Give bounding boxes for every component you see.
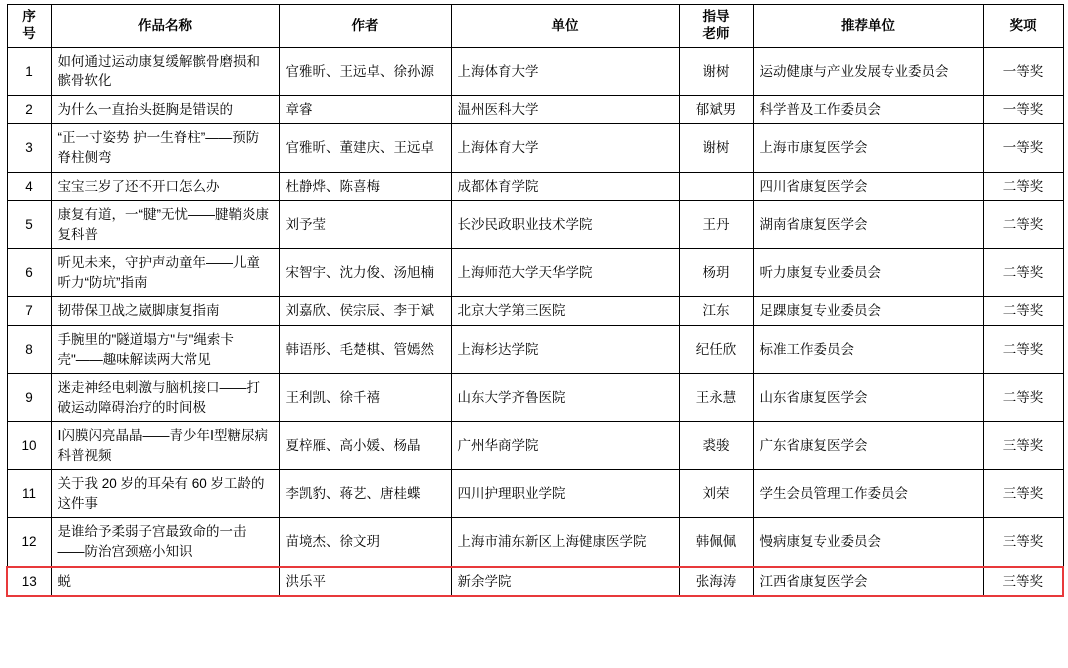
cell-index: 2	[7, 95, 51, 124]
cell-recommend: 江西省康复医学会	[753, 567, 983, 597]
cell-prize: 二等奖	[983, 374, 1063, 422]
cell-unit: 上海杉达学院	[451, 325, 679, 373]
cell-recommend: 科学普及工作委员会	[753, 95, 983, 124]
cell-title: 听见未来，守护声动童年——儿童听力“防坑”指南	[51, 249, 279, 297]
cell-title: 关于我 20 岁的耳朵有 60 岁工龄的这件事	[51, 470, 279, 518]
cell-author: 杜静烨、陈喜梅	[279, 172, 451, 201]
table-row	[7, 470, 1063, 518]
cell-teacher: 江东	[679, 297, 753, 326]
cell-title: “正一寸姿势 护一生脊柱”——预防脊柱侧弯	[51, 124, 279, 172]
column-header-index-line1: 序	[22, 9, 36, 24]
cell-author: 章睿	[279, 95, 451, 124]
cell-author: 韩语彤、毛楚棋、管嫣然	[279, 325, 451, 373]
cell-unit: 上海体育大学	[451, 124, 679, 172]
column-header-recommend: 推荐单位	[753, 5, 983, 48]
column-header-teacher-line2: 老师	[702, 25, 730, 41]
cell-index: 3	[7, 124, 51, 172]
cell-recommend: 广东省康复医学会	[753, 422, 983, 470]
cell-title: 蜕	[51, 567, 279, 597]
cell-recommend: 上海市康复医学会	[753, 124, 983, 172]
table-row	[7, 518, 1063, 567]
cell-teacher: 谢树	[679, 47, 753, 95]
cell-unit: 成都体育学院	[451, 172, 679, 201]
cell-prize: 三等奖	[983, 518, 1063, 567]
cell-title: Ⅰ闪膜闪亮晶晶——青少年Ⅰ型糖尿病科普视频	[51, 422, 279, 470]
cell-index: 11	[7, 470, 51, 518]
table-row	[7, 201, 1063, 249]
cell-title: 迷走神经电刺激与脑机接口——打破运动障碍治疗的时间极	[51, 374, 279, 422]
cell-recommend: 运动健康与产业发展专业委员会	[753, 47, 983, 95]
cell-unit: 北京大学第三医院	[451, 297, 679, 326]
cell-unit: 温州医科大学	[451, 95, 679, 124]
cell-title: 宝宝三岁了还不开口怎么办	[51, 172, 279, 201]
cell-author: 王利凯、徐千禧	[279, 374, 451, 422]
cell-unit: 长沙民政职业技术学院	[451, 201, 679, 249]
cell-author: 官雅昕、王远卓、徐孙源	[279, 47, 451, 95]
table-row	[7, 325, 1063, 373]
column-header-index-line2: 号	[22, 25, 36, 41]
cell-teacher: 王丹	[679, 201, 753, 249]
cell-author: 宋智宇、沈力俊、汤旭楠	[279, 249, 451, 297]
cell-prize: 三等奖	[983, 470, 1063, 518]
table-row	[7, 124, 1063, 172]
cell-unit: 四川护理职业学院	[451, 470, 679, 518]
table-row	[7, 567, 1063, 597]
cell-prize: 二等奖	[983, 249, 1063, 297]
cell-author: 官雅昕、董建庆、王远卓	[279, 124, 451, 172]
table-row	[7, 422, 1063, 470]
cell-unit: 新余学院	[451, 567, 679, 597]
cell-unit: 上海体育大学	[451, 47, 679, 95]
cell-unit: 上海师范大学天华学院	[451, 249, 679, 297]
cell-teacher: 杨玥	[679, 249, 753, 297]
cell-teacher: 王永慧	[679, 374, 753, 422]
cell-unit: 上海市浦东新区上海健康医学院	[451, 518, 679, 567]
award-list-table	[6, 4, 1064, 597]
table-row	[7, 47, 1063, 95]
cell-recommend: 慢病康复专业委员会	[753, 518, 983, 567]
column-header-author: 作者	[279, 5, 451, 48]
cell-teacher: 纪任欣	[679, 325, 753, 373]
column-header-unit: 单位	[451, 5, 679, 48]
cell-title: 如何通过运动康复缓解髌骨磨损和髌骨软化	[51, 47, 279, 95]
cell-prize: 三等奖	[983, 422, 1063, 470]
cell-prize: 一等奖	[983, 95, 1063, 124]
cell-prize: 一等奖	[983, 47, 1063, 95]
cell-author: 苗境杰、徐文玥	[279, 518, 451, 567]
column-header-teacher-line1: 指导	[702, 9, 730, 24]
cell-author: 李凯豹、蒋艺、唐桂蝶	[279, 470, 451, 518]
cell-index: 1	[7, 47, 51, 95]
cell-recommend: 足踝康复专业委员会	[753, 297, 983, 326]
cell-unit: 广州华商学院	[451, 422, 679, 470]
cell-prize: 二等奖	[983, 297, 1063, 326]
table-row	[7, 249, 1063, 297]
cell-recommend: 学生会员管理工作委员会	[753, 470, 983, 518]
cell-index: 4	[7, 172, 51, 201]
table-header	[7, 5, 1063, 48]
cell-teacher: 郁斌男	[679, 95, 753, 124]
cell-teacher: 裘骏	[679, 422, 753, 470]
cell-prize: 二等奖	[983, 172, 1063, 201]
table-row	[7, 172, 1063, 201]
table-row	[7, 95, 1063, 124]
cell-index: 9	[7, 374, 51, 422]
column-header-prize: 奖项	[983, 5, 1063, 48]
cell-recommend: 四川省康复医学会	[753, 172, 983, 201]
cell-author: 洪乐平	[279, 567, 451, 597]
cell-index: 6	[7, 249, 51, 297]
cell-index: 10	[7, 422, 51, 470]
cell-title: 是谁给予柔弱子宫最致命的一击——防治宫颈癌小知识	[51, 518, 279, 567]
cell-prize: 二等奖	[983, 325, 1063, 373]
cell-teacher: 谢树	[679, 124, 753, 172]
cell-recommend: 标准工作委员会	[753, 325, 983, 373]
table-body	[7, 47, 1063, 596]
cell-author: 刘嘉欣、侯宗辰、李于斌	[279, 297, 451, 326]
table-row	[7, 297, 1063, 326]
cell-author: 刘予莹	[279, 201, 451, 249]
table-row	[7, 374, 1063, 422]
cell-recommend: 湖南省康复医学会	[753, 201, 983, 249]
cell-recommend: 听力康复专业委员会	[753, 249, 983, 297]
cell-teacher	[679, 172, 753, 201]
cell-teacher: 韩佩佩	[679, 518, 753, 567]
cell-teacher: 刘荣	[679, 470, 753, 518]
cell-title: 为什么一直抬头挺胸是错误的	[51, 95, 279, 124]
cell-index: 8	[7, 325, 51, 373]
column-header-title: 作品名称	[51, 5, 279, 48]
cell-index: 13	[7, 567, 51, 597]
cell-title: 手腕里的"隧道塌方"与"绳索卡壳"——趣味解读两大常见	[51, 325, 279, 373]
cell-author: 夏梓雁、高小媛、杨晶	[279, 422, 451, 470]
column-header-teacher	[679, 5, 753, 48]
cell-teacher: 张海涛	[679, 567, 753, 597]
cell-index: 12	[7, 518, 51, 567]
column-header-index	[7, 5, 51, 48]
cell-unit: 山东大学齐鲁医院	[451, 374, 679, 422]
cell-prize: 一等奖	[983, 124, 1063, 172]
cell-recommend: 山东省康复医学会	[753, 374, 983, 422]
table-header-row	[7, 5, 1063, 48]
cell-prize: 三等奖	[983, 567, 1063, 597]
cell-index: 5	[7, 201, 51, 249]
cell-index: 7	[7, 297, 51, 326]
cell-title: 韧带保卫战之崴脚康复指南	[51, 297, 279, 326]
cell-title: 康复有道，一“腱”无忧——腱鞘炎康复科普	[51, 201, 279, 249]
document-page	[0, 4, 1068, 668]
cell-prize: 二等奖	[983, 201, 1063, 249]
